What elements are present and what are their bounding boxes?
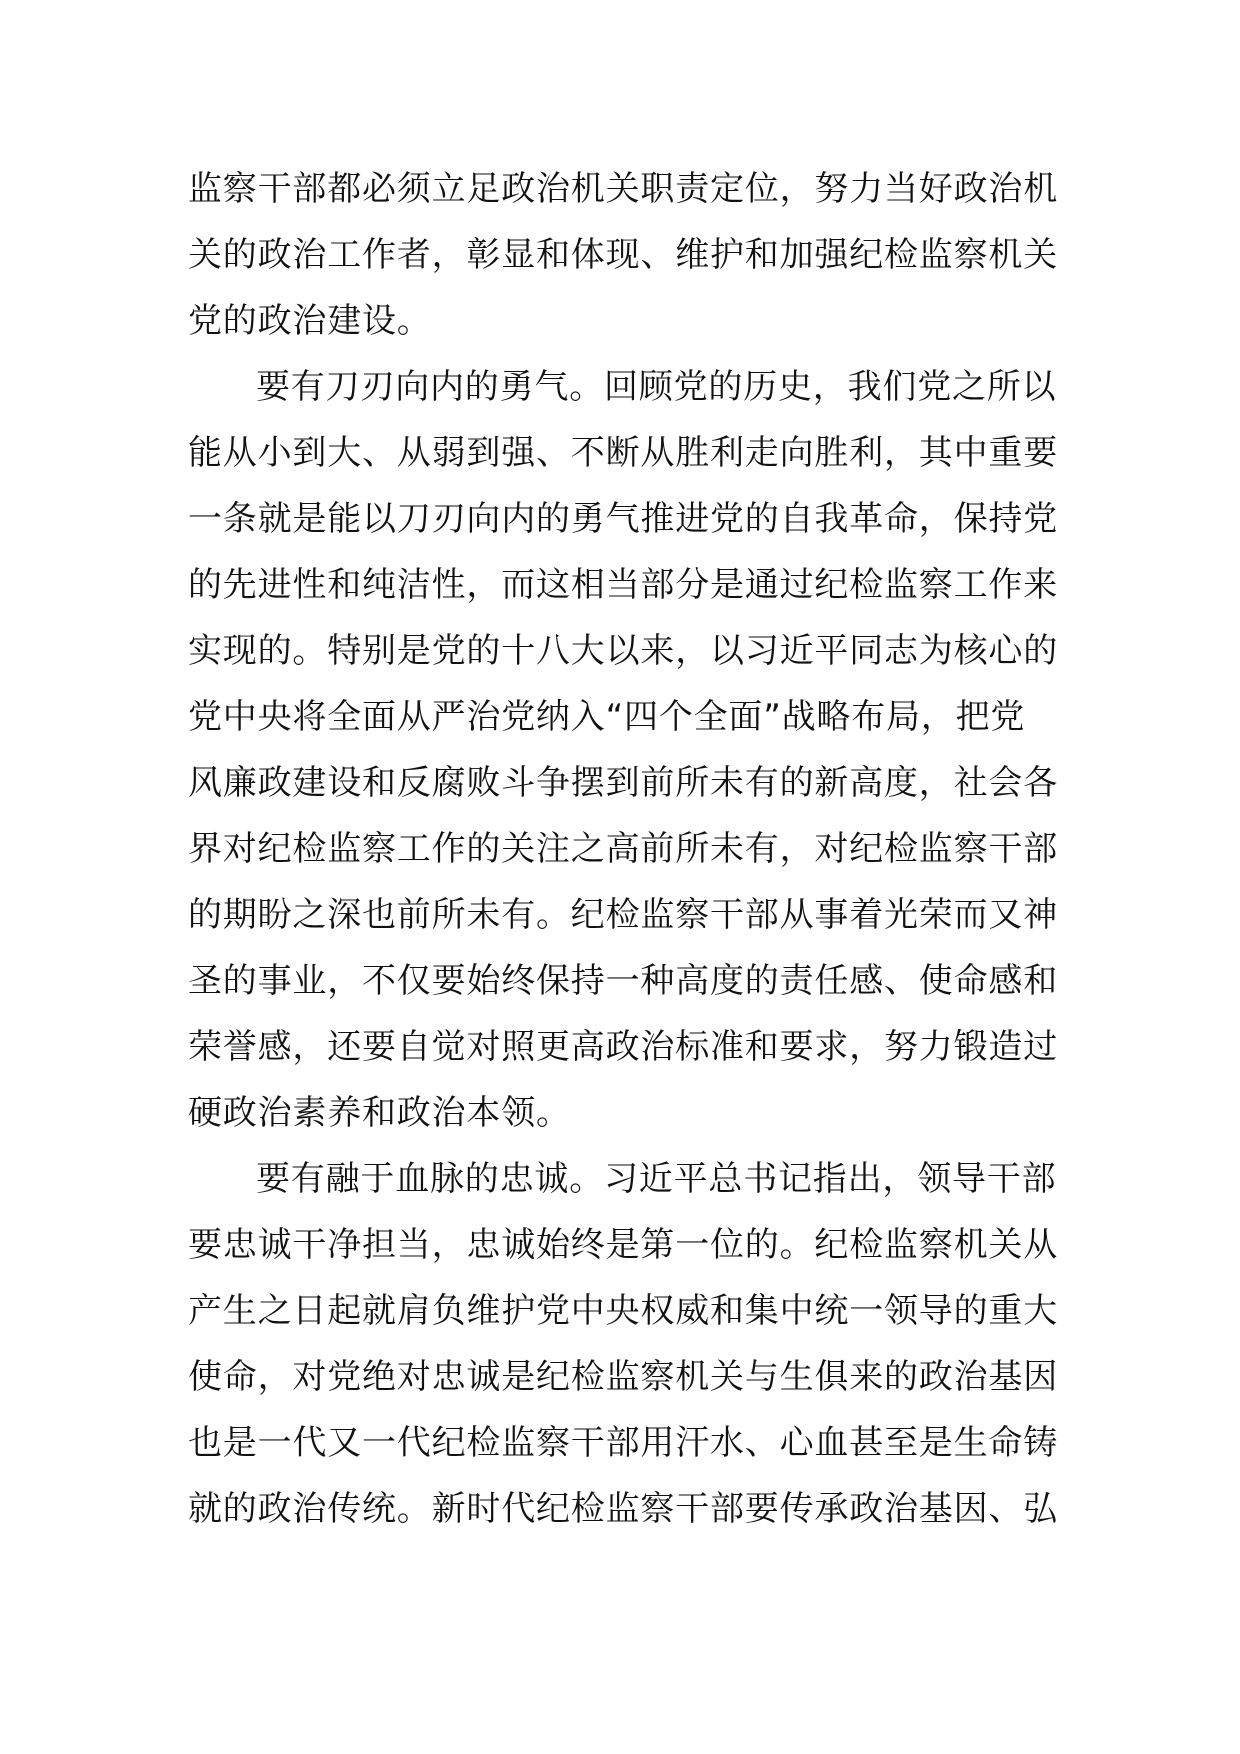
- text-line: 界对纪检监察工作的关注之高前所未有，对纪检监察干部: [188, 829, 1058, 869]
- paragraph-start-line: 要有融于血脉的忠诚。习近平总书记指出，领导干部: [256, 1159, 1057, 1199]
- text-line: 硬政治素养和政治本领。: [188, 1093, 571, 1133]
- text-line: 风廉政建设和反腐败斗争摆到前所未有的新高度，社会各: [188, 763, 1058, 803]
- text-line: 荣誉感，还要自觉对照更高政治标准和要求，努力锻造过: [188, 1027, 1058, 1067]
- text-line: 一条就是能以刀刃向内的勇气推进党的自我革命，保持党: [188, 499, 1058, 539]
- text-line: 能从小到大、从弱到强、不断从胜利走向胜利，其中重要: [188, 433, 1058, 473]
- text-line: 要忠诚干净担当，忠诚始终是第一位的。纪检监察机关从: [188, 1225, 1058, 1265]
- text-line: 监察干部都必须立足政治机关职责定位，努力当好政治机: [188, 169, 1058, 209]
- text-line: 党的政治建设。: [188, 301, 432, 341]
- text-line: 使命，对党绝对忠诚是纪检监察机关与生俱来的政治基因: [188, 1357, 1058, 1397]
- text-line: 的期盼之深也前所未有。纪检监察干部从事着光荣而又神: [188, 895, 1058, 935]
- text-line: 关的政治工作者，彰显和体现、维护和加强纪检监察机关: [188, 235, 1058, 275]
- text-line: 圣的事业，不仅要始终保持一种高度的责任感、使命感和: [188, 961, 1058, 1001]
- text-line: 实现的。特别是党的十八大以来，以习近平同志为核心的: [188, 631, 1058, 671]
- text-line: 就的政治传统。新时代纪检监察干部要传承政治基因、弘: [188, 1489, 1058, 1529]
- paragraph-start-line: 要有刀刃向内的勇气。回顾党的历史，我们党之所以: [256, 367, 1057, 407]
- text-line: 党中央将全面从严治党纳入“四个全面”战略布局，把党: [188, 697, 1026, 737]
- text-line: 产生之日起就肩负维护党中央权威和集中统一领导的重大: [188, 1291, 1058, 1331]
- body-text: [188, 156, 1063, 1542]
- text-line: 的先进性和纯洁性，而这相当部分是通过纪检监察工作来: [188, 565, 1058, 605]
- text-line: 也是一代又一代纪检监察干部用汗水、心血甚至是生命铸: [188, 1423, 1058, 1463]
